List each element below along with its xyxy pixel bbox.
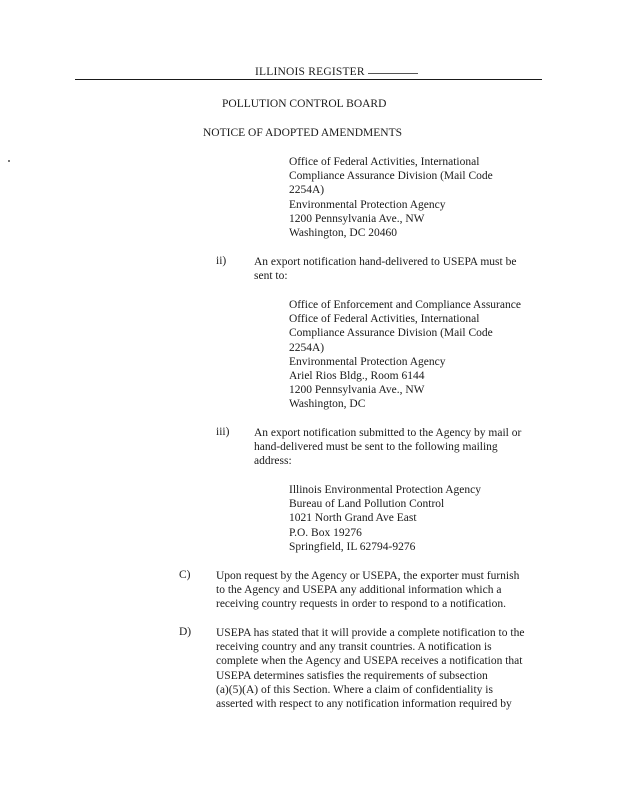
paragraph-line: complete when the Agency and USEPA receives a notification that (216, 655, 523, 668)
address-line: Bureau of Land Pollution Control (289, 498, 445, 511)
address-line: Springfield, IL 62794-9276 (289, 540, 416, 553)
address-line: Illinois Environmental Protection Agency (289, 484, 481, 496)
paragraph-line: hand-delivered must be sent to the following mailing (254, 441, 498, 454)
address-line: 1021 North Grand Ave East (289, 512, 417, 525)
notice-title: NOTICE OF ADOPTED AMENDMENTS (203, 127, 403, 139)
item-c-text (216, 569, 519, 612)
address-line: P.O. Box 19276 (289, 526, 362, 539)
item-d-text (216, 626, 524, 711)
item-ii-marker: ii) (216, 255, 227, 267)
paragraph-line: asserted with respect to any notification information required by (216, 698, 512, 711)
address-line: Washington, DC 20460 (289, 227, 398, 240)
paragraph-line: receiving country and any transit countries. A notification is (216, 641, 492, 654)
paragraph-line: USEPA has stated that it will provide a complete notification to the (216, 627, 525, 639)
address-line: Environmental Protection Agency (289, 355, 446, 368)
paragraph-line: USEPA determines satisfies the requirements of subsection (216, 669, 488, 682)
paragraph-line: to the Agency and USEPA any additional information which a (216, 584, 502, 597)
item-iii-marker: iii) (216, 426, 230, 438)
address-iepa (289, 483, 481, 554)
item-ii-text (254, 255, 516, 283)
address-line: 2254A) (289, 184, 325, 197)
address-line: Washington, DC (289, 398, 366, 411)
address-line: Office of Federal Activities, International (289, 156, 480, 168)
address-line: Compliance Assurance Division (Mail Code (289, 170, 493, 183)
board-title: POLLUTION CONTROL BOARD (222, 98, 387, 110)
paragraph-line: (a)(5)(A) of this Section. Where a claim of confidentiality is (216, 683, 493, 696)
paragraph-line: An export notification submitted to the Agency by mail or (254, 427, 522, 439)
address-line: Office of Federal Activities, International (289, 313, 480, 326)
address-line: Environmental Protection Agency (289, 198, 446, 211)
register-title: ILLINOIS REGISTER (255, 66, 365, 78)
address-oeca (289, 298, 521, 412)
item-iii-text (254, 426, 521, 469)
paragraph-line: address: (254, 455, 292, 468)
address-line: Compliance Assurance Division (Mail Code (289, 327, 493, 340)
address-line: 1200 Pennsylvania Ave., NW (289, 212, 425, 225)
paragraph-line: sent to: (254, 270, 288, 283)
address-line: 2254A) (289, 341, 325, 354)
paragraph-line: An export notification hand-delivered to USEPA must be (254, 256, 517, 268)
header-rule (75, 79, 542, 80)
address-line: Ariel Rios Bldg., Room 6144 (289, 370, 425, 383)
scan-speck (8, 160, 10, 162)
item-d-marker: D) (179, 626, 192, 638)
address-line: Office of Enforcement and Compliance Assurance (289, 299, 521, 311)
address-line: 1200 Pennsylvania Ave., NW (289, 384, 425, 397)
paragraph-line: Upon request by the Agency or USEPA, the exporter must furnish (216, 570, 520, 582)
address-ofa (289, 155, 493, 240)
header-mark (368, 73, 418, 74)
item-c-marker: C) (179, 569, 191, 581)
paragraph-line: receiving country requests in order to respond to a notification. (216, 598, 506, 611)
